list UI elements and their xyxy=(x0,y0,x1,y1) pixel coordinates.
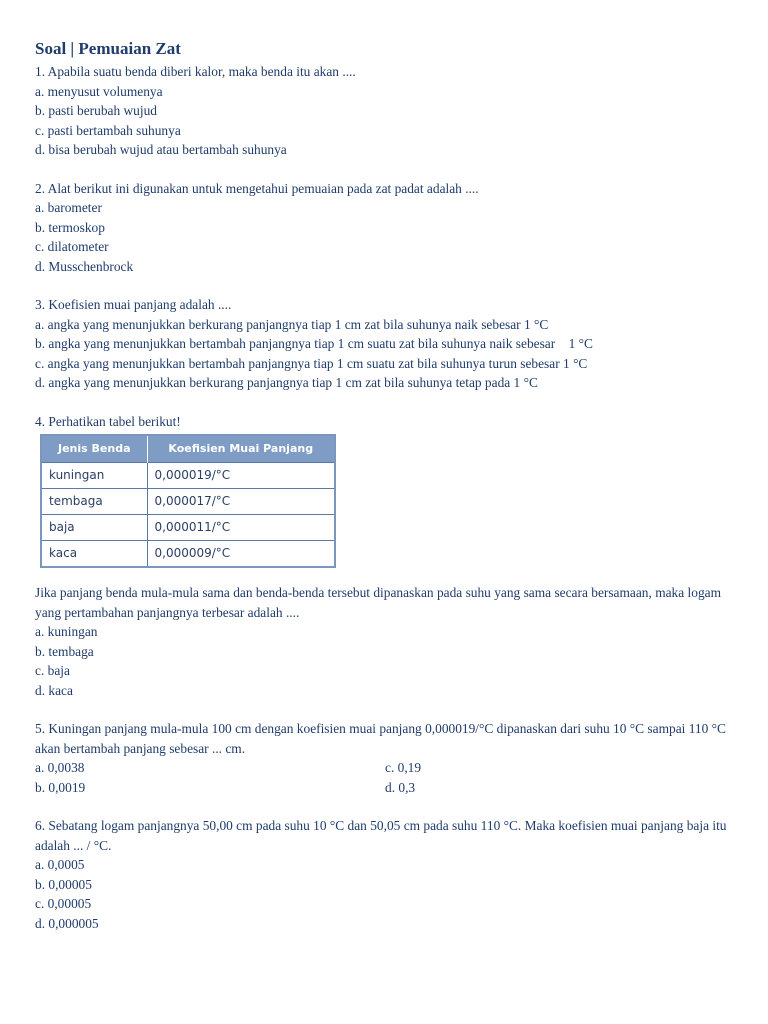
option-a: a. angka yang menunjukkan berkurang panjangnya tiap 1 cm zat bila suhunya naik sebesar 1 °C xyxy=(35,316,549,332)
question-stem: 6. Sebatang logam panjangnya 50,00 cm pada suhu 10 °C dan 50,05 cm pada suhu 110 °C. Maka koefisien muai panjang baja itu adalah ... / °C. xyxy=(35,818,727,853)
question-3 xyxy=(35,295,735,393)
option-c: c. 0,00005 xyxy=(35,896,92,911)
table-header-row xyxy=(41,435,335,463)
option-b: b. termoskop xyxy=(35,219,105,235)
option-c: c. 0,19 xyxy=(385,760,422,775)
table-cell-material: kuningan xyxy=(41,463,147,489)
table-cell-coefficient: 0,000017/°C xyxy=(147,489,335,515)
table-cell-material: kaca xyxy=(41,541,147,568)
option-b: b. 0,00005 xyxy=(35,876,92,892)
option-a: a. barometer xyxy=(35,200,102,215)
option-d: d. 0,3 xyxy=(385,779,416,795)
option-c: c. pasti bertambah suhunya xyxy=(35,122,181,138)
option-d: d. kaca xyxy=(35,682,73,698)
option-d: d. Musschenbrock xyxy=(35,258,134,274)
table-cell-coefficient: 0,000019/°C xyxy=(147,463,335,489)
option-b: b. pasti berubah wujud xyxy=(35,103,157,118)
option-b: b. tembaga xyxy=(35,643,94,659)
option-a: a. 0,0038 xyxy=(35,760,85,775)
option-a: a. kuningan xyxy=(35,624,98,639)
table-row xyxy=(41,463,335,489)
option-c: c. dilatometer xyxy=(35,239,109,254)
question-text: Jika panjang benda mula-mula sama dan benda-benda tersebut dipanaskan pada suhu yang sama secara bersamaan, maka logam yang pertambahan panjangnya terbesar adalah .... xyxy=(35,585,722,620)
question-2 xyxy=(35,179,735,277)
question-4 xyxy=(35,412,735,701)
option-b: b. angka yang menunjukkan bertambah panjangnya tiap 1 cm suatu zat bila suhunya naik sebesar 1 °C xyxy=(35,336,593,351)
options-row xyxy=(35,758,735,797)
option-c: c. angka yang menunjukkan bertambah panjangnya tiap 1 cm suatu zat bila suhunya turun sebesar 1 °C xyxy=(35,355,588,371)
question-stem: 4. Perhatikan tabel berikut! xyxy=(35,413,181,429)
table-cell-material: tembaga xyxy=(41,489,147,515)
table-header: Jenis Benda xyxy=(41,435,147,463)
page-title: Soal | Pemuaian Zat xyxy=(35,39,181,58)
question-1 xyxy=(35,62,735,160)
option-d: d. 0,000005 xyxy=(35,915,99,931)
table-header: Koefisien Muai Panjang xyxy=(147,435,335,463)
question-6 xyxy=(35,816,735,933)
question-stem: 2. Alat berikut ini digunakan untuk mengetahui pemuaian pada zat padat adalah .... xyxy=(35,180,479,196)
option-d: d. angka yang menunjukkan berkurang panjangnya tiap 1 cm zat bila suhunya tetap pada 1 °C xyxy=(35,375,538,390)
question-5 xyxy=(35,719,735,797)
option-c: c. baja xyxy=(35,663,70,678)
table-cell-coefficient: 0,000011/°C xyxy=(147,515,335,541)
expansion-coefficient-table xyxy=(40,434,336,568)
table-cell-material: baja xyxy=(41,515,147,541)
question-stem: 1. Apabila suatu benda diberi kalor, maka benda itu akan .... xyxy=(35,64,356,79)
table-row xyxy=(41,515,335,541)
option-b: b. 0,0019 xyxy=(35,779,86,795)
option-a: a. 0,0005 xyxy=(35,857,85,872)
table-cell-coefficient: 0,000009/°C xyxy=(147,541,335,568)
table-row xyxy=(41,541,335,568)
question-stem: 3. Koefisien muai panjang adalah .... xyxy=(35,297,232,312)
option-d: d. bisa berubah wujud atau bertambah suhunya xyxy=(35,142,287,157)
document-page xyxy=(35,38,735,952)
question-stem: 5. Kuningan panjang mula-mula 100 cm dengan koefisien muai panjang 0,000019/°C dipanaskan dari suhu 10 °C sampai 110 °C akan bertambah panjang sebesar ... cm. xyxy=(35,721,726,756)
table-row xyxy=(41,489,335,515)
option-a: a. menyusut volumenya xyxy=(35,83,163,99)
